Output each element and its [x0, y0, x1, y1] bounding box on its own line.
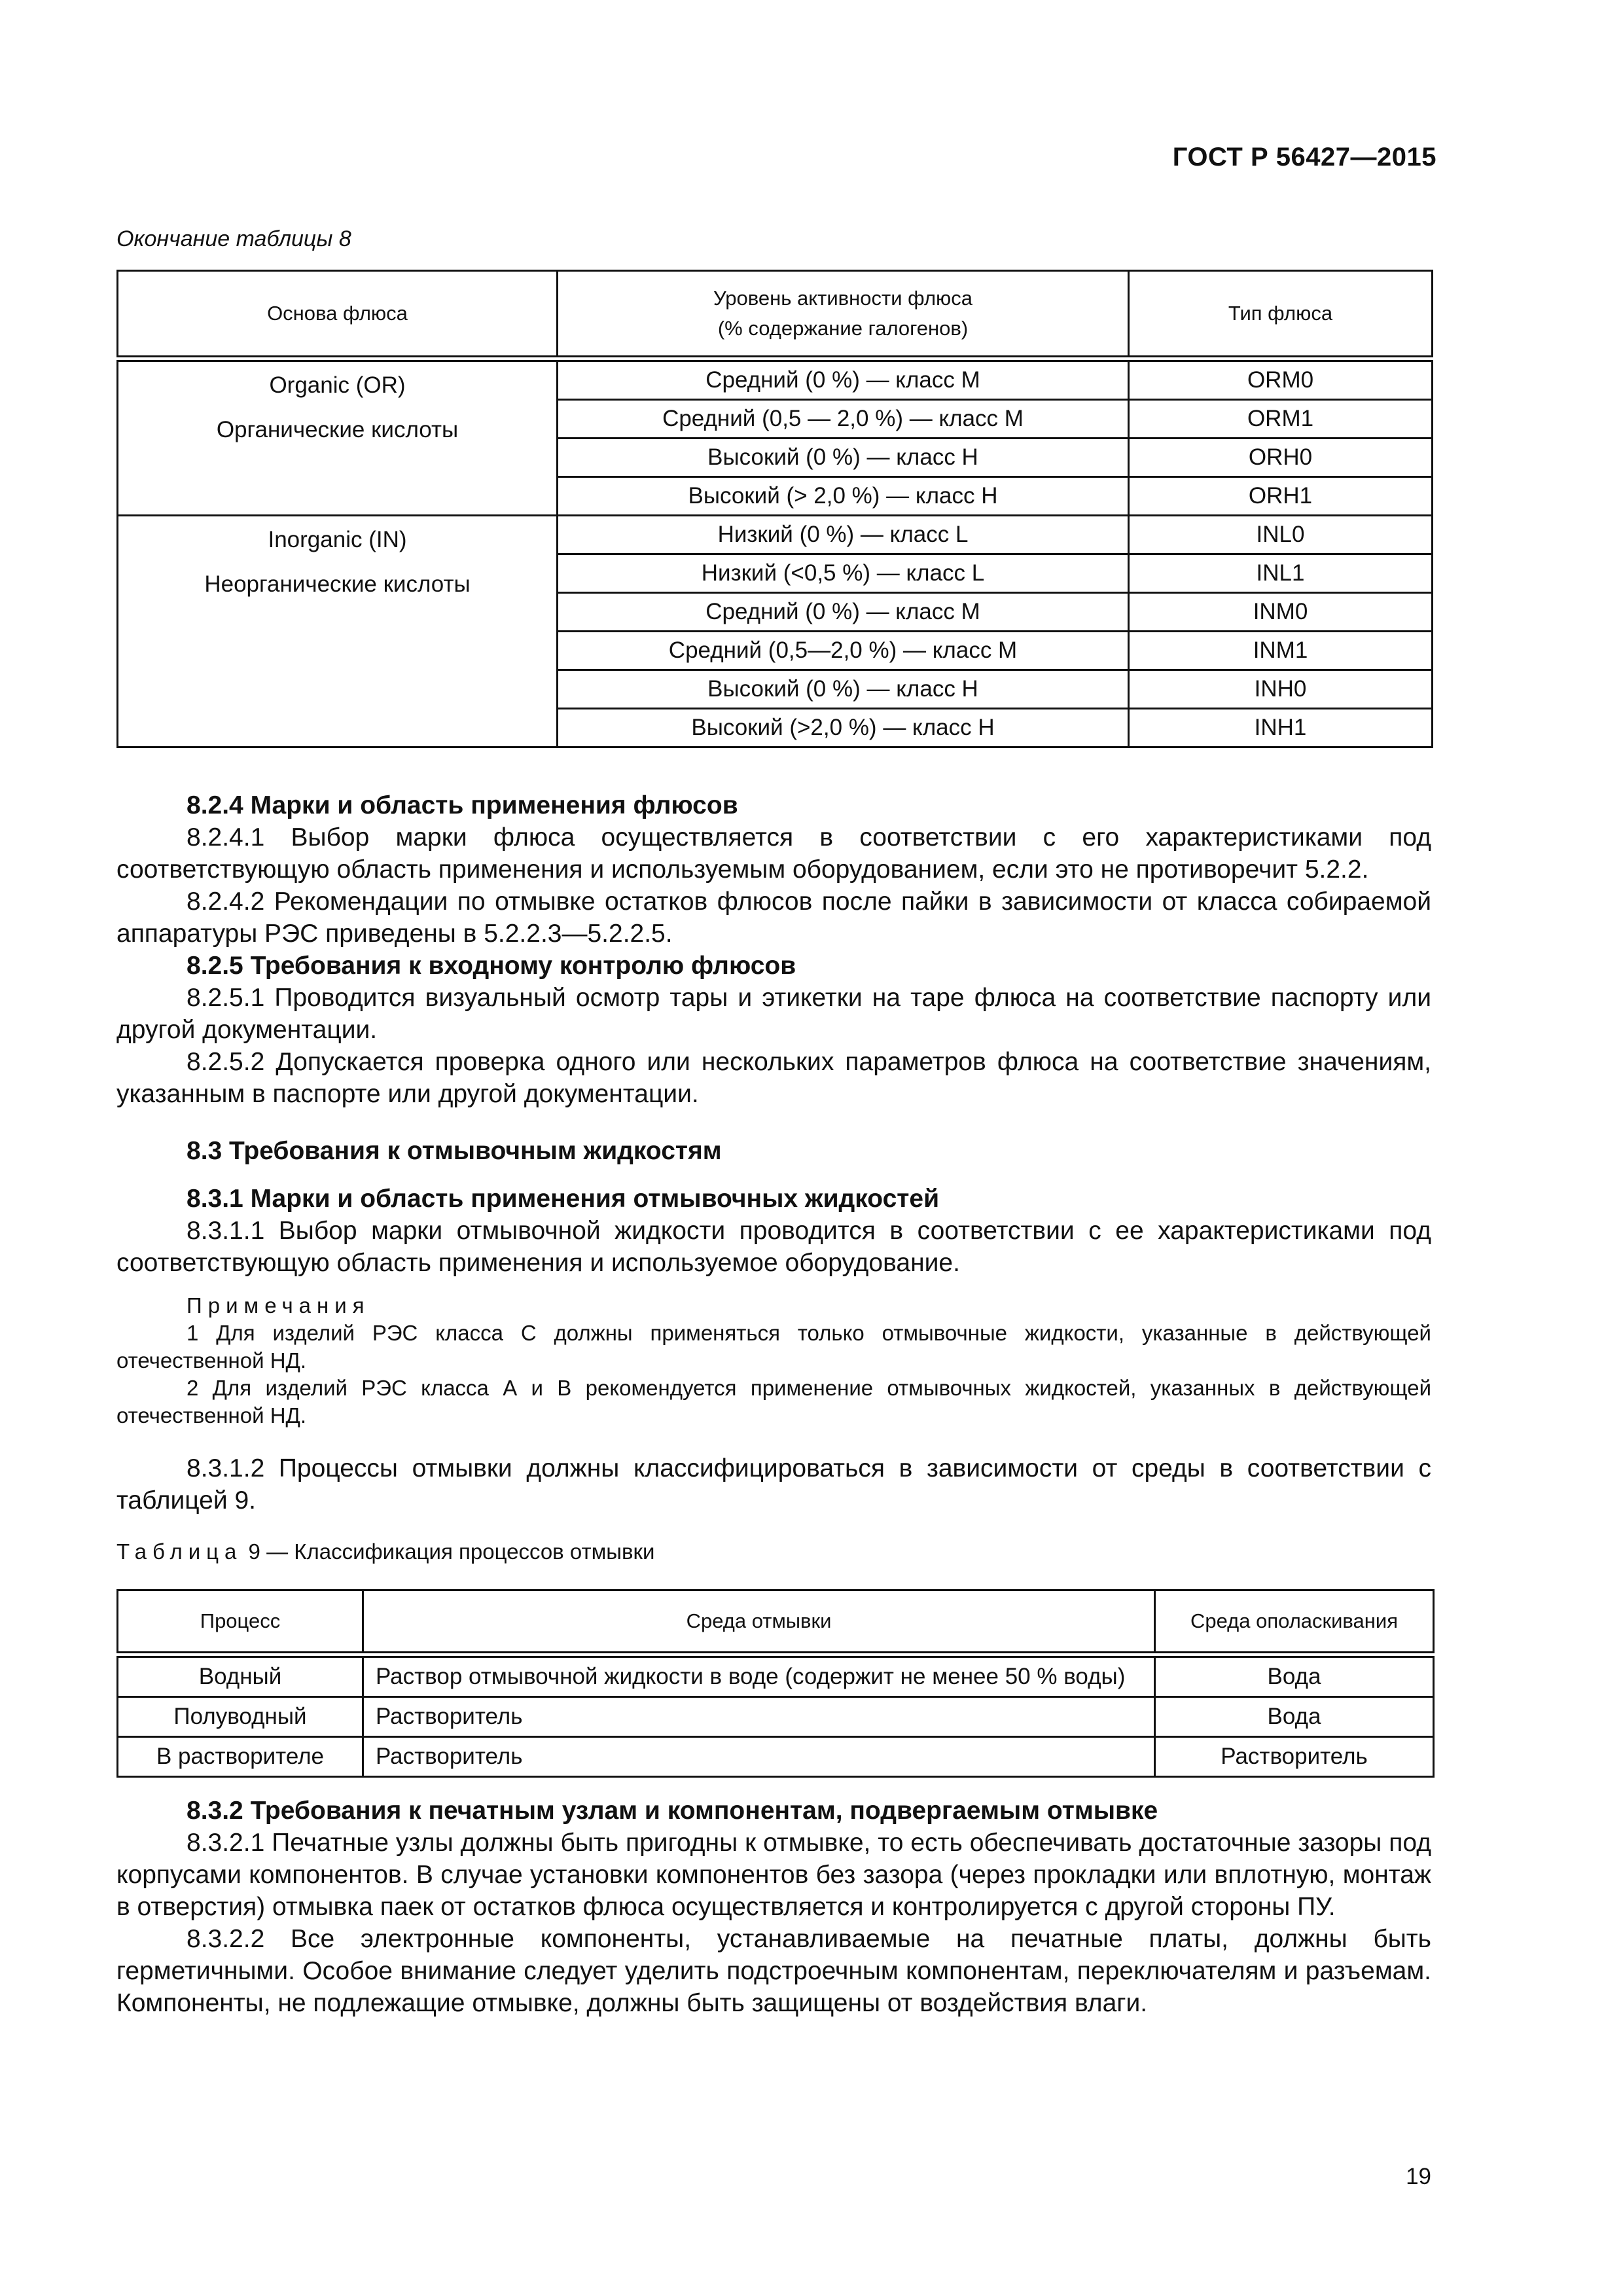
section-heading-8-3-2: 8.3.2 Требования к печатным узлам и компонентам, подвергаемым отмывке: [187, 1797, 1158, 1825]
flux-type-cell: INL1: [1129, 554, 1433, 593]
table-row: [118, 1697, 1434, 1737]
table-row: [118, 359, 1433, 400]
col-header-wash-medium: Среда отмывки: [363, 1590, 1155, 1655]
flux-type-cell: INH0: [1129, 670, 1433, 709]
flux-types-table: [116, 270, 1433, 748]
activity-level-cell: Низкий (0 %) — класс L: [558, 516, 1129, 554]
paragraph-8-3-2-2: 8.3.2.2 Все электронные компоненты, устанавливаемые на печатные платы, должны быть герметичными. Особое внимание следует уделить подстроечным компонентам, переключателям и разъемам. Компоненты, не подлежащие отмывке, должны быть защищены от воздействия влаги.: [116, 1925, 1431, 2017]
table-header-row: [118, 271, 1433, 359]
flux-base-organic: [118, 359, 558, 516]
activity-level-cell: Низкий (<0,5 %) — класс L: [558, 554, 1129, 593]
document-standard-header: ГОСТ Р 56427—2015: [1172, 143, 1436, 171]
section-heading-8-3: 8.3 Требования к отмывочным жидкостям: [187, 1137, 722, 1165]
activity-level-cell: Высокий (> 2,0 %) — класс H: [558, 477, 1129, 516]
activity-level-cell: Высокий (0 %) — класс H: [558, 439, 1129, 477]
wash-medium-cell: Растворитель: [363, 1697, 1155, 1737]
process-cell: В растворителе: [118, 1737, 363, 1777]
paragraph-8-2-4-1: 8.2.4.1 Выбор марки флюса осуществляется в соответствии с его характеристиками под соответствующую область применения и используемым оборудованием, если это не противоречит 5.2.2.: [116, 823, 1431, 884]
paragraph-8-3-1-2-block: [116, 1452, 1431, 1516]
notes-title: Примечания: [187, 1293, 370, 1318]
notes-block: [116, 1292, 1431, 1429]
page-number: 19: [1406, 2164, 1431, 2189]
activity-level-cell: Средний (0 %) — класс M: [558, 593, 1129, 632]
section-heading-8-3-1: 8.3.1 Марки и область применения отмывочных жидкостей: [187, 1185, 940, 1213]
cleaning-processes-table: [116, 1589, 1435, 1778]
flux-type-cell: INH1: [1129, 709, 1433, 747]
process-cell: Водный: [118, 1655, 363, 1697]
paragraph-8-2-5-2: 8.2.5.2 Допускается проверка одного или нескольких параметров флюса на соответствие значениям, указанным в паспорте или другой документации.: [116, 1048, 1431, 1108]
table9-caption-label: Таблица: [116, 1539, 243, 1564]
flux-base-en: Organic (OR): [269, 372, 406, 398]
col-header-flux-type: Тип флюса: [1129, 271, 1433, 359]
table9-caption: [116, 1539, 654, 1564]
col-header-activity-level: [558, 271, 1129, 359]
section-8-3-1: [116, 1183, 1431, 1279]
table-row: [118, 516, 1433, 554]
note-2: 2 Для изделий РЭС класса А и В рекомендуется применение отмывочных жидкостей, указанных в действующей отечественной НД.: [116, 1376, 1431, 1427]
table8-continuation-label: Окончание таблицы 8: [116, 226, 351, 251]
flux-base-en: Inorganic (IN): [268, 527, 407, 552]
table-header-row: [118, 1590, 1434, 1655]
paragraph-8-3-2-1: 8.3.2.1 Печатные узлы должны быть пригодны к отмывке, то есть обеспечивать достаточные зазоры под корпусами компонентов. В случае установки компонентов без зазора (через прокладки или вплотную, монтаж в отверстия) отмывка паек от остатков флюса осуществляется и контролируется с другой стороны ПУ.: [116, 1829, 1431, 1921]
section-heading-8-2-5: 8.2.5 Требования к входному контролю флюсов: [187, 952, 796, 980]
activity-level-cell: Высокий (>2,0 %) — класс H: [558, 709, 1129, 747]
rinse-medium-cell: Вода: [1155, 1655, 1434, 1697]
section-8-2-4-and-8-2-5: [116, 789, 1431, 1110]
section-8-3-2: [116, 1795, 1431, 2019]
process-cell: Полуводный: [118, 1697, 363, 1737]
activity-level-cell: Высокий (0 %) — класс H: [558, 670, 1129, 709]
flux-type-cell: ORH0: [1129, 439, 1433, 477]
activity-level-line1: Уровень активности флюса: [713, 287, 973, 310]
paragraph-8-3-1-1: 8.3.1.1 Выбор марки отмывочной жидкости проводится в соответствии с ее характеристиками под соответствующую область применения и используемое оборудование.: [116, 1217, 1431, 1277]
flux-type-cell: INM0: [1129, 593, 1433, 632]
flux-type-cell: INM1: [1129, 632, 1433, 670]
paragraph-8-3-1-2: 8.3.1.2 Процессы отмывки должны классифицироваться в зависимости от среды в соответствии с таблицей 9.: [116, 1454, 1431, 1515]
section-heading-8-2-4: 8.2.4 Марки и область применения флюсов: [187, 791, 738, 819]
flux-type-cell: ORM1: [1129, 400, 1433, 439]
col-header-rinse-medium: Среда ополаскивания: [1155, 1590, 1434, 1655]
flux-base-ru: Неорганические кислоты: [204, 571, 471, 597]
note-1: 1 Для изделий РЭС класса С должны применяться только отмывочные жидкости, указанные в действующей отечественной НД.: [116, 1321, 1431, 1372]
activity-level-cell: Средний (0,5—2,0 %) — класс M: [558, 632, 1129, 670]
table9-caption-title: 9 — Классификация процессов отмывки: [242, 1539, 655, 1564]
paragraph-8-2-4-2: 8.2.4.2 Рекомендации по отмывке остатков флюсов после пайки в зависимости от класса собираемой аппаратуры РЭС приведены в 5.2.2.3—5.2.2.5.: [116, 888, 1431, 948]
wash-medium-cell: Растворитель: [363, 1737, 1155, 1777]
activity-level-cell: Средний (0 %) — класс M: [558, 359, 1129, 400]
paragraph-8-2-5-1: 8.2.5.1 Проводится визуальный осмотр тары и этикетки на таре флюса на соответствие паспорту или другой документации.: [116, 984, 1431, 1044]
flux-type-cell: ORH1: [1129, 477, 1433, 516]
rinse-medium-cell: Вода: [1155, 1697, 1434, 1737]
table-row: [118, 1737, 1434, 1777]
flux-base-ru: Органические кислоты: [216, 417, 459, 442]
col-header-flux-base: Основа флюса: [118, 271, 558, 359]
flux-base-inorganic: [118, 516, 558, 747]
rinse-medium-cell: Растворитель: [1155, 1737, 1434, 1777]
flux-type-cell: INL0: [1129, 516, 1433, 554]
col-header-process: Процесс: [118, 1590, 363, 1655]
wash-medium-cell: Раствор отмывочной жидкости в воде (содержит не менее 50 % воды): [363, 1655, 1155, 1697]
table-row: [118, 1655, 1434, 1697]
activity-level-cell: Средний (0,5 — 2,0 %) — класс M: [558, 400, 1129, 439]
activity-level-line2: (% содержание галогенов): [717, 317, 969, 340]
flux-type-cell: ORM0: [1129, 359, 1433, 400]
section-8-3: [116, 1135, 1431, 1167]
